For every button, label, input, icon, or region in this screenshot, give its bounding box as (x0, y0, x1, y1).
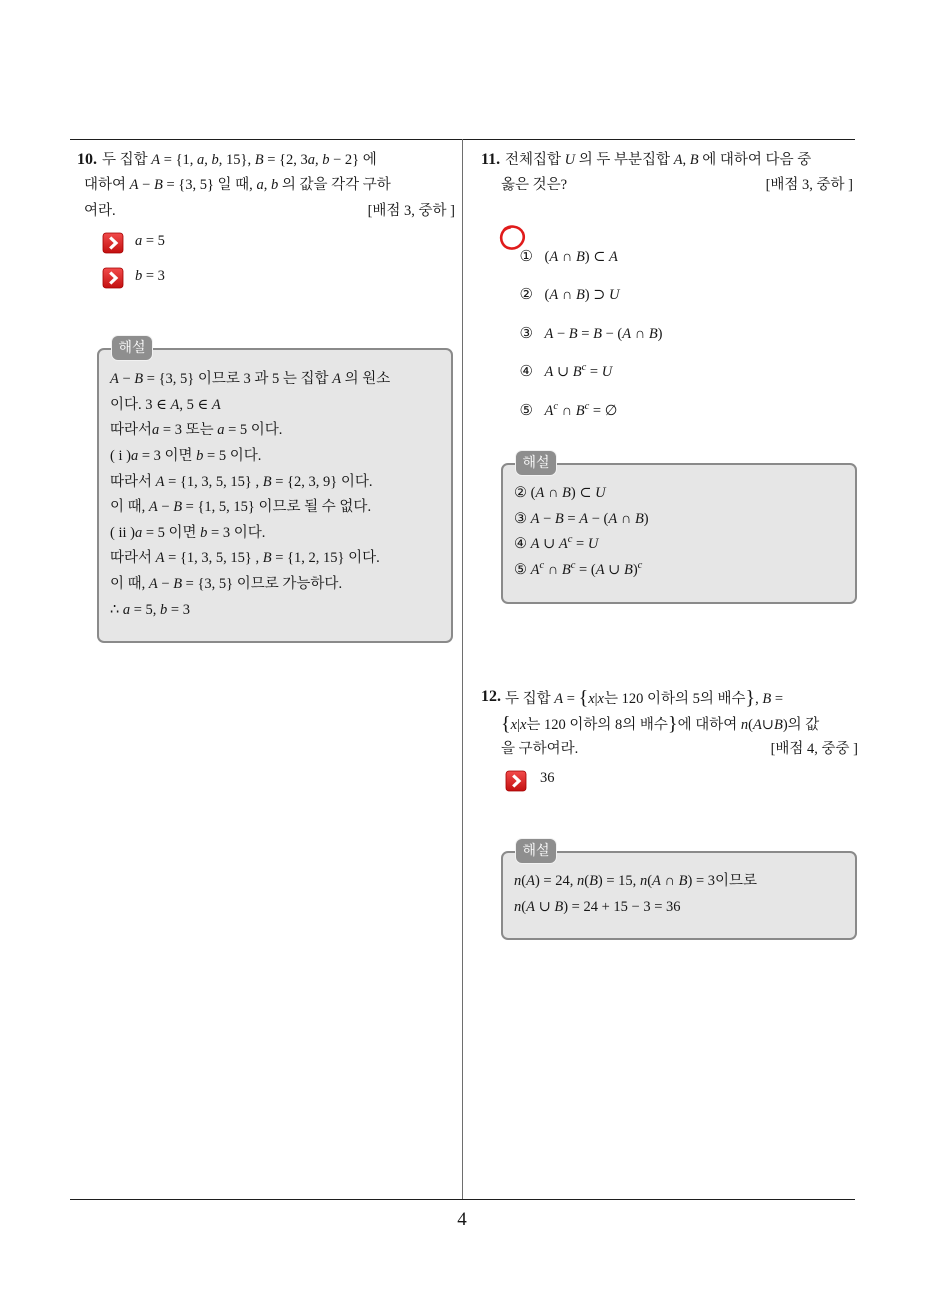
math-variable: b (200, 524, 208, 541)
text-run: )의 값 (782, 717, 820, 733)
math-variable: a (122, 601, 131, 618)
choice-2 (505, 265, 620, 303)
math-variable: B (689, 152, 699, 168)
question-line (501, 739, 858, 759)
math-variable: B (634, 510, 644, 527)
math-variable: A (549, 287, 559, 303)
math-variable: x (597, 691, 604, 707)
math-variable: A (530, 536, 540, 553)
text-run: ) = 3이므로 (687, 873, 758, 889)
text-run: − (539, 510, 555, 527)
choice-4 (505, 342, 613, 380)
text-run: ∩ (617, 510, 635, 527)
text-run: | (517, 717, 520, 733)
math-variable: A (752, 717, 762, 733)
large-brace: { (501, 713, 511, 735)
text-run: , (755, 691, 763, 707)
question-line (84, 201, 455, 221)
math-variable: A (535, 485, 545, 501)
text-run: , (263, 177, 271, 193)
choice-expression (545, 403, 618, 419)
text-run: ∪ (761, 717, 774, 733)
text-run: , 5 ∈ (179, 396, 212, 413)
text-run: ③ (514, 510, 531, 527)
explanation-line (110, 521, 390, 547)
text-run: ∩ (558, 403, 576, 419)
math-variable: n (639, 873, 648, 889)
text-run: = {1, 3, 5, 15} , (164, 473, 263, 490)
math-superscript: c (553, 401, 559, 412)
text-run: ) ⊃ (584, 287, 610, 303)
text-run: = 5 (142, 233, 165, 249)
text-run: ( (521, 873, 527, 889)
question-line (501, 713, 819, 733)
text-run: , (204, 152, 212, 168)
explanation-box (501, 851, 857, 940)
text-run: = {1, 2, 15} 이다. (271, 550, 380, 567)
math-variable: B (572, 364, 582, 380)
choice-5 (505, 381, 618, 419)
column-divider (462, 139, 463, 1199)
text-run: ( (647, 873, 653, 889)
math-variable: B (623, 561, 633, 578)
explanation-lines (514, 481, 649, 584)
text-run: ⑤ (514, 561, 531, 578)
math-variable: B (562, 485, 571, 501)
arrow-glyph (505, 770, 527, 792)
explanation-line (110, 418, 390, 444)
math-variable: n (514, 898, 522, 915)
math-variable: A (558, 536, 568, 553)
text-run: = {3, 5} 일 때, (162, 177, 257, 193)
math-variable: A (211, 396, 221, 413)
explanation-box (501, 463, 857, 604)
text-run: ∪ (553, 364, 573, 380)
text-run: 의 값을 각각 구하 (278, 177, 391, 193)
text-run: = 3 이다. (207, 524, 266, 541)
answer-text (540, 768, 555, 788)
text-run: − (553, 326, 569, 342)
text-run: − ( (588, 510, 609, 527)
text-run: = {2, 3, 9} 이다. (271, 473, 373, 490)
bottom-rule (70, 1199, 855, 1200)
text-run: = 3 (142, 268, 165, 284)
text-run: − (138, 177, 154, 193)
math-variable: A (544, 326, 554, 342)
text-run: = 5 이면 (142, 524, 201, 541)
explanation-line (514, 869, 757, 895)
arrow-glyph (102, 232, 124, 254)
math-superscript: c (567, 534, 573, 546)
large-brace: } (667, 713, 678, 735)
text-run: ② ( (514, 485, 536, 501)
math-variable: A (155, 473, 165, 490)
math-variable: B (554, 510, 564, 527)
text-run: ∩ (558, 287, 576, 303)
math-variable: A (170, 396, 180, 413)
text-run: 는 120 이하의 5의 배수 (603, 691, 746, 707)
text-run: ( ii ) (110, 524, 135, 541)
explanation-line (110, 393, 390, 419)
text-run: ) (657, 326, 663, 342)
text-run: ) = 24, (534, 873, 577, 889)
choice-numeral: ② (519, 287, 533, 303)
text-run: , 15}, (218, 152, 255, 168)
math-variable: A (622, 326, 632, 342)
question-text (84, 201, 116, 221)
explanation-line (110, 470, 390, 496)
text-run: ∴ (110, 601, 123, 618)
text-run: ( (748, 717, 753, 733)
math-variable: B (593, 326, 602, 342)
text-run: = (572, 536, 588, 553)
explanation-lines (514, 869, 757, 920)
math-variable: A (148, 576, 158, 593)
text-run: ∪ (604, 561, 624, 578)
math-variable: A (151, 152, 161, 168)
math-variable: B (134, 371, 144, 387)
math-variable: B (554, 898, 564, 915)
text-run: ∩ (544, 561, 562, 578)
text-run: = {2, 3 (263, 152, 308, 168)
text-run: 전체집합 (505, 152, 565, 168)
explanation-line (110, 572, 390, 598)
text-run: ) = 15, (597, 873, 640, 889)
text-run: = (577, 326, 594, 342)
math-variable: A (148, 499, 158, 516)
math-variable: U (609, 287, 620, 303)
answer-arrow-icon (505, 770, 527, 792)
math-variable: a (307, 152, 315, 168)
math-variable: B (173, 499, 183, 516)
text-run: 에 대하여 다음 중 (698, 152, 812, 168)
text-run: ∪ (539, 536, 559, 553)
text-run: = {1, (160, 152, 198, 168)
math-variable: B (648, 326, 658, 342)
text-run: − (118, 371, 135, 387)
text-run: ) ⊂ (570, 485, 596, 501)
arrow-glyph (102, 267, 124, 289)
text-run: ( (521, 898, 527, 915)
text-run: 에 대하여 (677, 717, 741, 733)
text-run: 두 집합 (505, 691, 555, 707)
text-run: , (315, 152, 323, 168)
explanation-line (110, 495, 390, 521)
question-line (505, 687, 783, 707)
math-variable: A (526, 898, 535, 915)
problem-number: 12. (481, 688, 501, 705)
math-variable: U (601, 364, 613, 380)
explanation-line (110, 546, 390, 572)
math-variable: A (579, 510, 589, 527)
math-variable: A (544, 403, 554, 419)
math-variable: A (595, 561, 605, 578)
math-variable: b (135, 268, 143, 284)
math-variable: B (773, 717, 783, 733)
text-run: = {3, 5} 이므로 3 과 5 는 집합 (143, 371, 333, 387)
explanation-lines (110, 367, 390, 623)
text-run: ∩ (544, 485, 563, 501)
text-run: ( i ) (110, 447, 131, 464)
math-variable: B (575, 403, 585, 419)
text-run: = {1, 5, 15} 이므로 될 수 없다. (182, 499, 372, 516)
question-text (501, 739, 578, 759)
math-variable: b (270, 177, 279, 193)
text-run: ∪ (534, 898, 555, 915)
math-variable: b (322, 152, 330, 168)
answer-text (135, 266, 165, 286)
math-variable: n (576, 873, 585, 889)
math-variable: A (652, 873, 661, 889)
math-variable: B (575, 249, 585, 265)
text-run: 36 (540, 770, 555, 786)
math-variable: U (564, 152, 576, 168)
text-run: = 3 (167, 601, 190, 618)
math-variable: n (740, 717, 749, 733)
text-run: 이 때, (110, 576, 149, 593)
text-run: 따라서 (110, 550, 156, 567)
math-variable: a (217, 422, 225, 439)
math-variable: U (587, 536, 599, 553)
explanation-line (110, 598, 390, 624)
math-variable: a (256, 177, 264, 193)
page-number: 4 (457, 1209, 467, 1230)
large-brace: } (745, 687, 756, 709)
text-run: ( (584, 873, 590, 889)
explanation-line (110, 367, 390, 393)
math-variable: B (589, 873, 598, 889)
explanation-line (514, 895, 757, 921)
math-variable: B (561, 561, 571, 578)
question-text (501, 175, 567, 195)
text-run: ∩ (660, 873, 679, 889)
text-run: 의 원소 (341, 371, 391, 387)
math-variable: a (130, 447, 139, 464)
explanation-line (110, 444, 390, 470)
math-variable: B (153, 177, 163, 193)
text-run: = (563, 691, 579, 707)
math-variable: A (526, 873, 535, 889)
problem-number: 11. (481, 151, 501, 168)
answer-arrow-icon (102, 232, 124, 254)
explanation-line (514, 532, 649, 558)
math-variable: x (510, 717, 518, 733)
math-variable: B (678, 873, 688, 889)
text-run: | (594, 691, 598, 707)
text-run: = 5 이다. (224, 422, 283, 439)
text-run: = (563, 510, 580, 527)
math-variable: a (152, 422, 160, 439)
text-run: ∩ (558, 249, 576, 265)
math-variable: a (197, 152, 205, 168)
math-variable: A (609, 249, 618, 265)
math-superscript: c (539, 559, 545, 571)
text-run: − (157, 576, 174, 593)
math-variable: A (129, 177, 139, 193)
math-variable: b (196, 447, 204, 464)
math-variable: n (514, 873, 522, 889)
text-run: − ( (601, 326, 623, 342)
choice-numeral: ① (519, 249, 533, 265)
choice-expression (545, 249, 618, 265)
large-brace: { (578, 687, 589, 709)
choice-expression (545, 364, 613, 380)
answer-text (135, 231, 165, 251)
math-variable: A (544, 364, 554, 380)
explanation-line (514, 558, 649, 584)
text-run: 옳은 것은? (501, 177, 568, 193)
math-variable: B (762, 691, 772, 707)
text-run: ) (643, 510, 649, 527)
text-run: = (586, 364, 602, 380)
text-run: 따라서 (110, 473, 156, 490)
explanation-box (97, 348, 453, 643)
text-run: = {1, 3, 5, 15} , (164, 550, 263, 567)
text-run: ④ (514, 536, 531, 553)
text-run: = {3, 5} 이므로 가능하다. (182, 576, 343, 593)
math-variable: A (530, 561, 540, 578)
text-run: 을 구하여라. (501, 741, 579, 757)
points-label: [배점 4, 중중 ] (770, 741, 858, 757)
math-variable: B (568, 326, 578, 342)
math-variable: b (160, 601, 168, 618)
text-run: = 3 또는 (159, 422, 218, 439)
question-line (102, 150, 377, 170)
text-run: ) ⊂ (584, 249, 610, 265)
text-run: ( (544, 287, 550, 303)
explanation-tab: 해설 (516, 839, 556, 863)
explanation-line (514, 481, 649, 507)
math-superscript: c (570, 559, 576, 571)
text-run: 대하여 (84, 177, 130, 193)
text-run: = (771, 691, 784, 707)
text-run: ) (632, 561, 638, 578)
text-run: ∩ (631, 326, 649, 342)
points-label: [배점 3, 중하 ] (367, 203, 455, 219)
math-variable: b (211, 152, 219, 168)
math-superscript: c (581, 362, 587, 373)
answer-arrow-icon (102, 267, 124, 289)
choice-numeral: ⑤ (519, 403, 533, 419)
math-variable: A (155, 550, 165, 567)
math-variable: B (575, 287, 585, 303)
math-variable: a (134, 524, 143, 541)
explanation-line (514, 507, 649, 533)
text-run: = 3 이면 (138, 447, 197, 464)
explanation-tab: 해설 (112, 336, 152, 360)
text-run: = 5 이다. (203, 447, 262, 464)
points-label: [배점 3, 중하 ] (765, 177, 853, 193)
question-line (84, 175, 391, 195)
math-superscript: c (637, 559, 643, 571)
question-line (505, 150, 811, 170)
text-run: ( (544, 249, 550, 265)
question-line (501, 175, 853, 195)
math-variable: a (135, 233, 143, 249)
math-variable: B (262, 473, 272, 490)
text-run: 는 120 이하의 8의 배수 (526, 717, 668, 733)
text-run: 두 집합 (102, 152, 152, 168)
choice-3 (505, 304, 663, 342)
text-run: − 2} 에 (329, 152, 377, 168)
math-variable: A (608, 510, 618, 527)
math-variable: A (110, 371, 119, 387)
red-circle-mark (498, 223, 526, 251)
math-variable: x (588, 691, 595, 707)
choice-expression (545, 326, 663, 342)
choice-numeral: ④ (519, 364, 533, 380)
problem-number: 10. (77, 151, 97, 168)
math-variable: B (173, 576, 183, 593)
math-variable: B (254, 152, 264, 168)
choice-expression (545, 287, 620, 303)
text-run: 따라서 (110, 422, 153, 439)
math-variable: A (530, 510, 540, 527)
text-run: = ( (575, 561, 596, 578)
text-run: 이 때, (110, 499, 149, 516)
math-variable: B (262, 550, 272, 567)
math-variable: U (595, 485, 606, 501)
choice-numeral: ③ (519, 326, 533, 342)
text-run: = ∅ (589, 403, 618, 419)
text-run: − (157, 499, 174, 516)
math-variable: x (519, 717, 527, 733)
text-run: , (682, 152, 690, 168)
text-run: 여라. (84, 203, 116, 219)
math-superscript: c (584, 401, 590, 412)
math-variable: A (554, 691, 564, 707)
math-variable: A (549, 249, 559, 265)
text-run: ) = 24 + 15 − 3 = 36 (563, 898, 681, 915)
math-variable: A (332, 371, 342, 387)
math-variable: A (673, 152, 683, 168)
explanation-tab: 해설 (516, 451, 556, 475)
text-run: = 5, (130, 601, 161, 618)
text-run: 이다. 3 ∈ (110, 396, 171, 413)
text-run: 의 두 부분집합 (575, 152, 674, 168)
